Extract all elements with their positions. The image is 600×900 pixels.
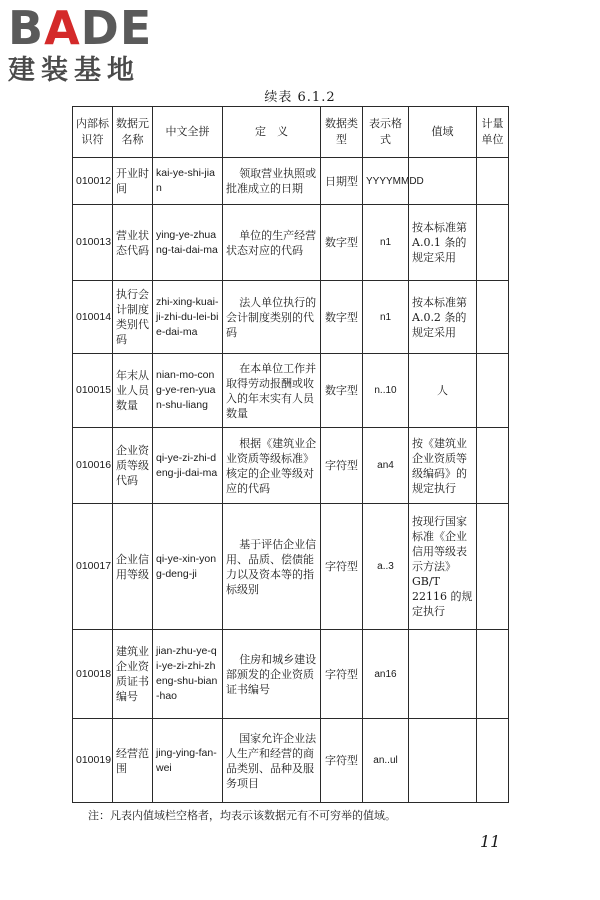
table-row	[73, 354, 509, 428]
table-row	[73, 281, 509, 354]
cell-id: 010015	[73, 354, 113, 428]
cell-type: 数字型	[321, 281, 363, 354]
cell-unit	[477, 630, 509, 719]
cell-name: 企业资质等级代码	[113, 428, 153, 504]
brand-logo	[8, 1, 178, 88]
cell-unit	[477, 504, 509, 630]
table-row	[73, 719, 509, 803]
cell-domain: 按本标准第 A.0.2 条的规定采用	[409, 281, 477, 354]
cell-id: 010014	[73, 281, 113, 354]
cell-type: 字符型	[321, 504, 363, 630]
cell-pinyin: jing-ying-fan-wei	[153, 719, 223, 803]
cell-definition: 住房和城乡建设部颁发的企业资质证书编号	[223, 630, 321, 719]
table-footnote: 注：凡表内值域栏空格者，均表示该数据元有不可穷举的值域。	[88, 809, 396, 822]
header-definition: 定 义	[223, 107, 321, 158]
cell-domain: 人	[409, 354, 477, 428]
cell-type: 日期型	[321, 158, 363, 205]
cell-format: n1	[363, 205, 409, 281]
cell-definition: 单位的生产经营状态对应的代码	[223, 205, 321, 281]
cell-name: 执行会计制度类别代码	[113, 281, 153, 354]
cell-definition: 领取营业执照或批准成立的日期	[223, 158, 321, 205]
cell-unit	[477, 428, 509, 504]
header-domain: 值域	[409, 107, 477, 158]
data-element-table	[72, 106, 509, 803]
cell-domain: 按本标准第 A.0.1 条的规定采用	[409, 205, 477, 281]
cell-pinyin: ying-ye-zhuang-tai-dai-ma	[153, 205, 223, 281]
header-type: 数据类型	[321, 107, 363, 158]
table-row	[73, 504, 509, 630]
table-row	[73, 205, 509, 281]
cell-definition: 在本单位工作并取得劳动报酬或收入的年末实有人员数量	[223, 354, 321, 428]
table-caption: 续表 6.1.2	[264, 90, 336, 105]
cell-pinyin: kai-ye-shi-jian	[153, 158, 223, 205]
cell-pinyin: qi-ye-zi-zhi-deng-ji-dai-ma	[153, 428, 223, 504]
cell-definition: 根据《建筑业企业资质等级标准》核定的企业等级对应的代码	[223, 428, 321, 504]
table-header-row	[73, 107, 509, 158]
table-row	[73, 158, 509, 205]
cell-unit	[477, 205, 509, 281]
cell-unit	[477, 158, 509, 205]
cell-domain	[409, 630, 477, 719]
cell-definition: 国家允许企业法人生产和经营的商品类别、品种及服务项目	[223, 719, 321, 803]
cell-type: 字符型	[321, 428, 363, 504]
cell-unit	[477, 354, 509, 428]
cell-name: 企业信用等级	[113, 504, 153, 630]
cell-pinyin: jian-zhu-ye-qi-ye-zi-zhi-zheng-shu-bian-hao	[153, 630, 223, 719]
table-row	[73, 428, 509, 504]
cell-id: 010012	[73, 158, 113, 205]
cell-name: 经营范围	[113, 719, 153, 803]
cell-format: an..ul	[363, 719, 409, 803]
logo-chinese-name: 建装基地	[8, 55, 140, 86]
cell-domain: 按《建筑业企业资质等级编码》的规定执行	[409, 428, 477, 504]
table-row	[73, 630, 509, 719]
cell-id: 010016	[73, 428, 113, 504]
cell-name: 开业时间	[113, 158, 153, 205]
cell-unit	[477, 719, 509, 803]
logo-wordmark: BADE	[8, 1, 153, 55]
page-number: 11	[480, 832, 501, 851]
cell-name: 年末从业人员数量	[113, 354, 153, 428]
cell-id: 010019	[73, 719, 113, 803]
header-id: 内部标识符	[73, 107, 113, 158]
cell-format: YYYYMMDD	[363, 158, 409, 205]
cell-format: n1	[363, 281, 409, 354]
header-pinyin: 中文全拼	[153, 107, 223, 158]
cell-format: a..3	[363, 504, 409, 630]
cell-domain	[409, 719, 477, 803]
cell-name: 建筑业企业资质证书编号	[113, 630, 153, 719]
cell-domain: 按现行国家标准《企业信用等级表示方法》GB/T 22116 的规定执行	[409, 504, 477, 630]
cell-format: an16	[363, 630, 409, 719]
cell-type: 字符型	[321, 719, 363, 803]
cell-id: 010018	[73, 630, 113, 719]
cell-name: 营业状态代码	[113, 205, 153, 281]
cell-pinyin: nian-mo-cong-ye-ren-yuan-shu-liang	[153, 354, 223, 428]
cell-id: 010017	[73, 504, 113, 630]
header-name: 数据元名称	[113, 107, 153, 158]
cell-definition: 基于评估企业信用、品质、偿债能力以及资本等的指标级别	[223, 504, 321, 630]
cell-unit	[477, 281, 509, 354]
cell-type: 数字型	[321, 354, 363, 428]
cell-definition: 法人单位执行的会计制度类别的代码	[223, 281, 321, 354]
cell-id: 010013	[73, 205, 113, 281]
cell-format: n..10	[363, 354, 409, 428]
cell-type: 数字型	[321, 205, 363, 281]
cell-pinyin: zhi-xing-kuai-ji-zhi-du-lei-bie-dai-ma	[153, 281, 223, 354]
header-unit: 计量单位	[477, 107, 509, 158]
header-format: 表示格式	[363, 107, 409, 158]
cell-format: an4	[363, 428, 409, 504]
cell-type: 字符型	[321, 630, 363, 719]
cell-pinyin: qi-ye-xin-yong-deng-ji	[153, 504, 223, 630]
